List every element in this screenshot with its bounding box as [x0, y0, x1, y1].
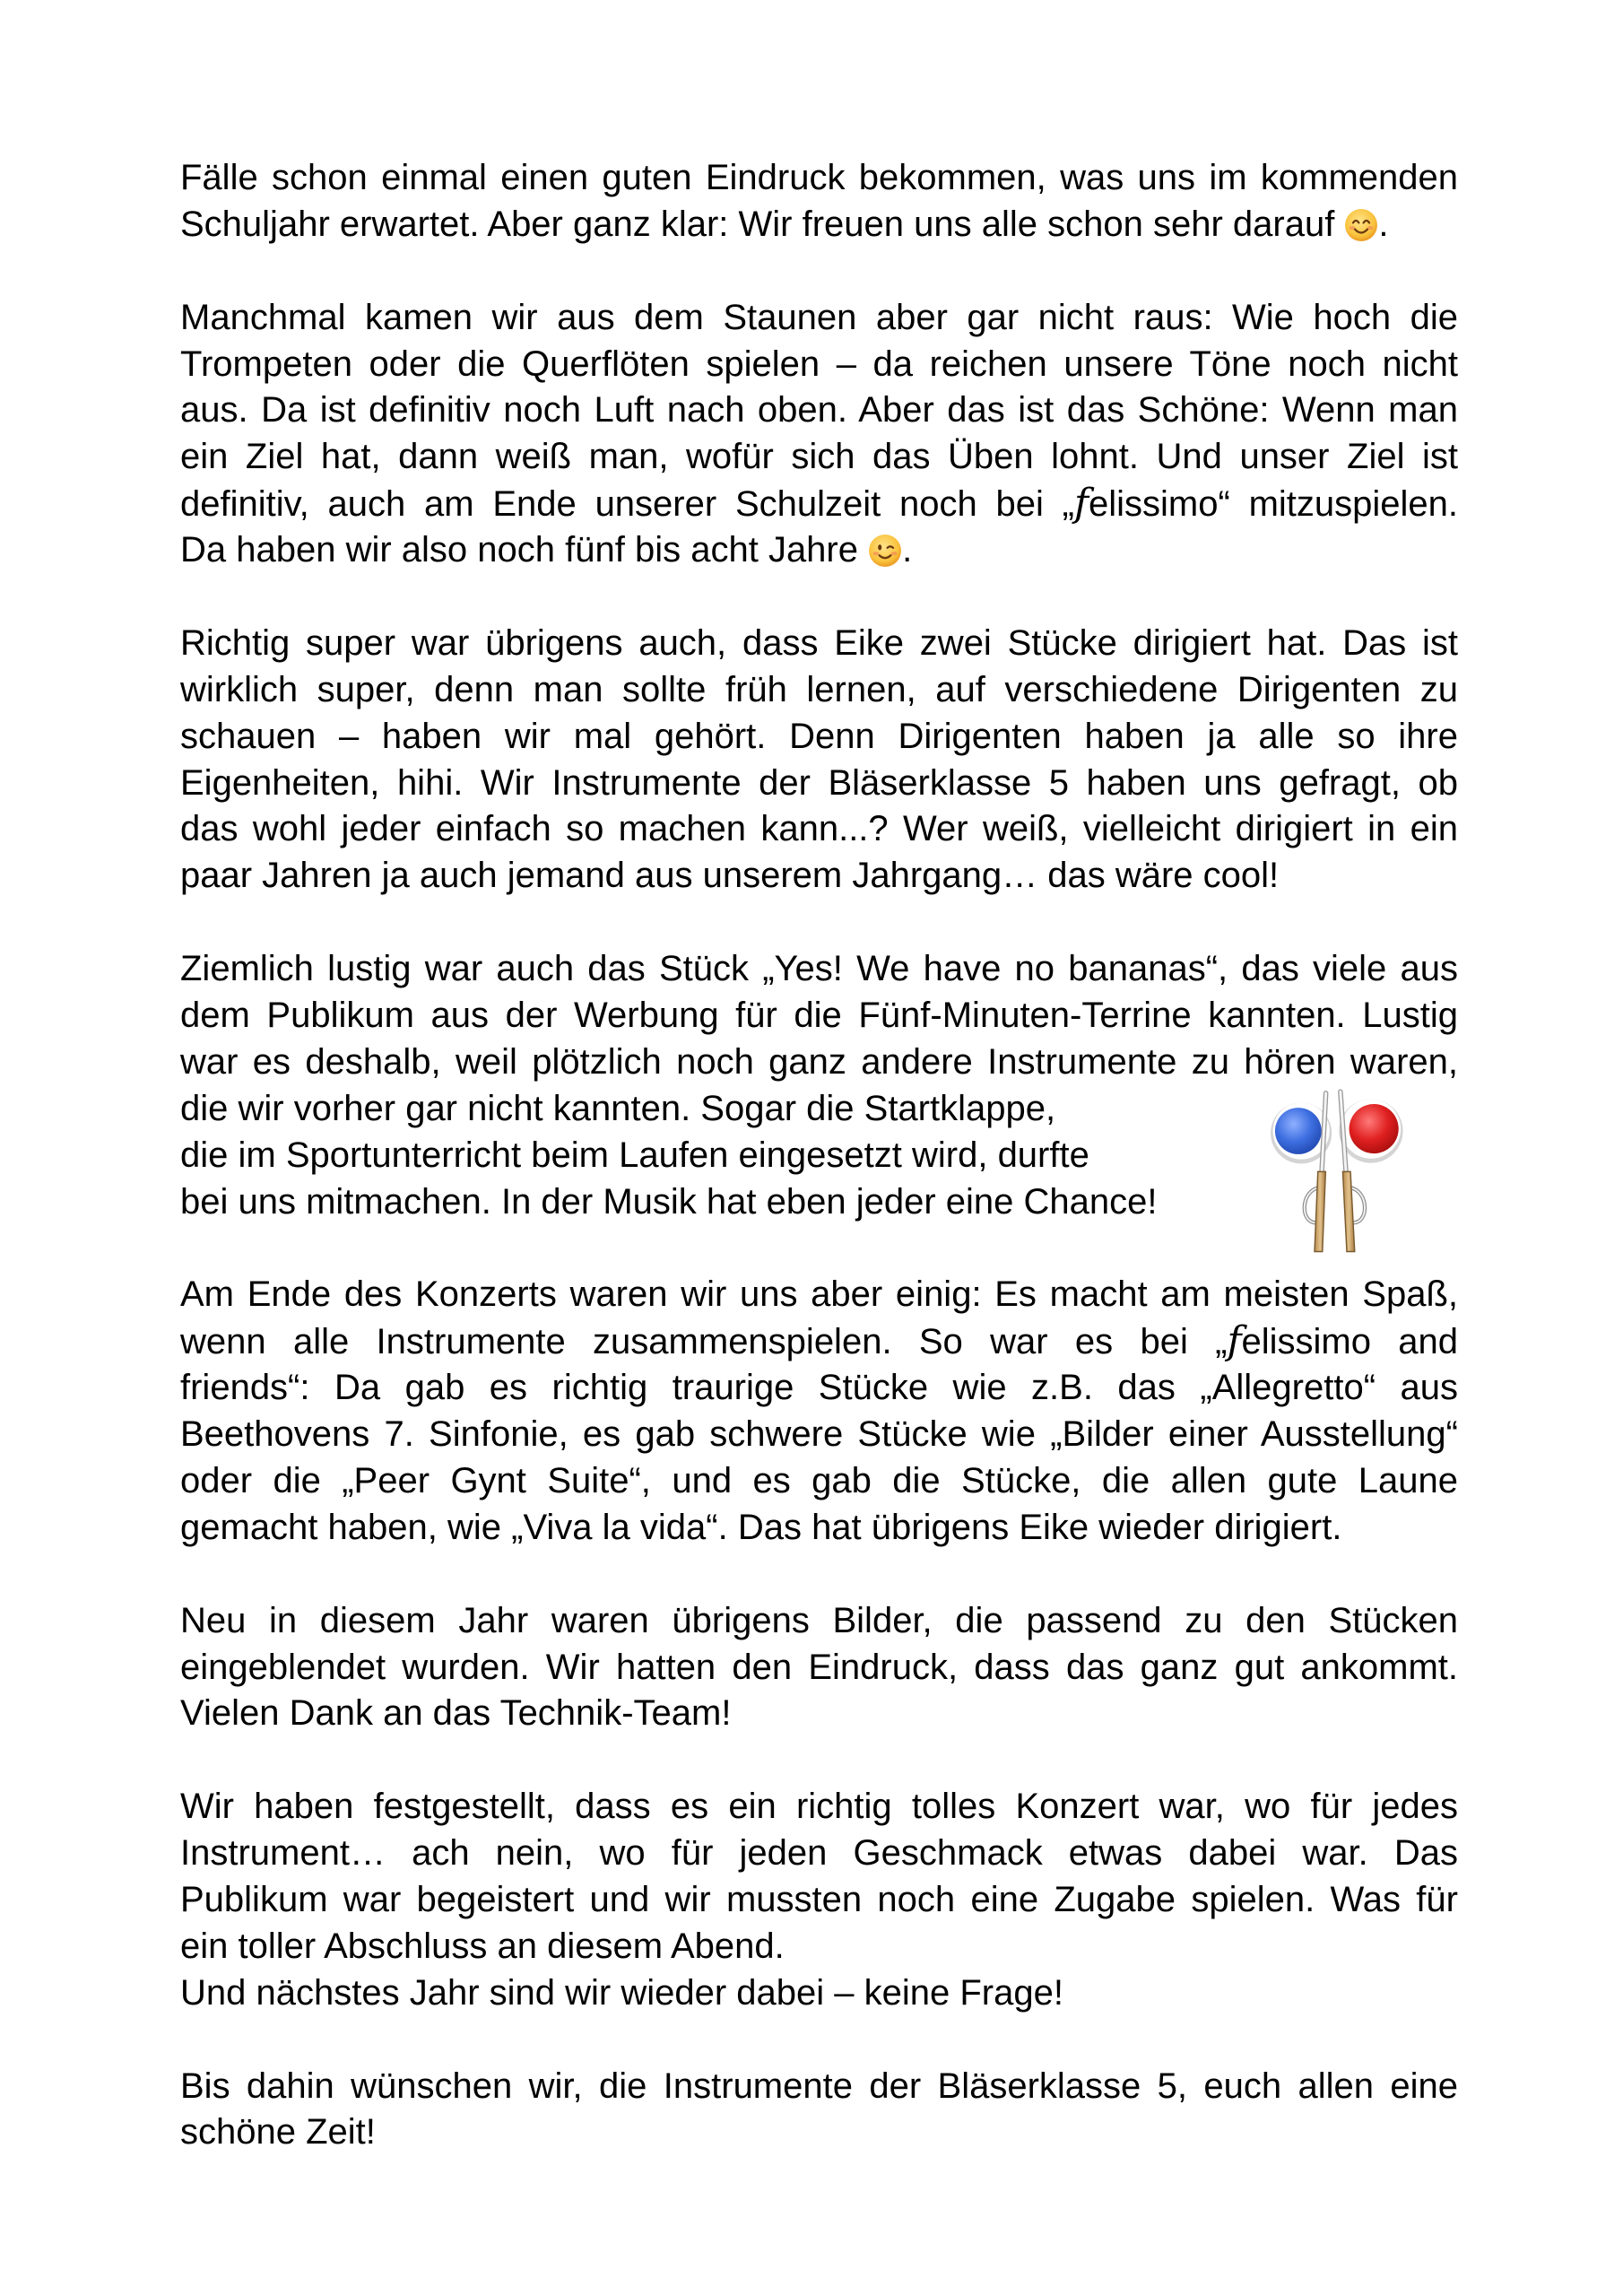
text-run: Schuljahr erwartet. Aber ganz klar: Wir freuen uns alle schon sehr darauf	[180, 204, 1345, 244]
text-line: Am Ende des Konzerts waren wir uns aber einig: Es macht am meisten Spaß,	[180, 1274, 1458, 1315]
text-line: Ziemlich lustig war auch das Stück „Yes! We have no bananas“, das viele aus	[180, 949, 1458, 989]
paragraph	[180, 1784, 1458, 2016]
text-line: ein toller Abschluss an diesem Abend.	[180, 1926, 785, 1966]
paragraph	[180, 295, 1458, 574]
text-line: Eigenheiten, hihi. Wir Instrumente der Bläserklasse 5 haben uns gefragt, ob	[180, 762, 1458, 803]
felissimo-styled-letter: f	[1227, 1318, 1242, 1364]
text-line: das wohl jeder einfach so machen kann...? Wer weiß, vielleicht dirigiert in ein	[180, 809, 1458, 849]
paragraph	[180, 1598, 1458, 1738]
text-line: Trompeten oder die Querflöten spielen – da reichen unsere Töne noch nicht	[180, 344, 1458, 384]
text-line: Und nächstes Jahr sind wir wieder dabei – keine Frage!	[180, 1972, 1063, 2013]
felissimo-styled-letter: f	[1074, 481, 1089, 526]
text-line: die wir vorher gar nicht kannten. Sogar die Startklappe,	[180, 1088, 1056, 1128]
paragraph	[180, 155, 1458, 248]
text-line	[180, 481, 1458, 527]
text-run: .	[902, 530, 913, 570]
text-line: aus. Da ist definitiv noch Luft nach oben. Aber das ist das Schöne: Wenn man	[180, 390, 1458, 430]
text-line	[180, 202, 1458, 248]
text-run: wenn alle Instrumente zusammenspielen. So war es bei „	[180, 1322, 1228, 1362]
text-run: elissimo“ mitzuspielen.	[1089, 484, 1459, 525]
text-line: Instrument… ach nein, wo für jeden Geschmack etwas dabei war. Das	[180, 1833, 1458, 1874]
paragraph	[180, 621, 1458, 900]
text-line: Bis dahin wünschen wir, die Instrumente der Bläserklasse 5, euch allen eine	[180, 2066, 1458, 2106]
text-run: .	[1378, 204, 1389, 244]
text-line: wirklich super, denn man sollte früh lernen, auf verschiedene Dirigenten zu	[180, 669, 1458, 709]
starting-paddles-icon	[1266, 1089, 1406, 1257]
text-line: eingeblendet wurden. Wir hatten den Eindruck, dass das ganz gut ankommt.	[180, 1647, 1458, 1687]
text-line: Vielen Dank an das Technik-Team!	[180, 1693, 732, 1734]
text-line: bei uns mitmachen. In der Musik hat eben jeder eine Chance!	[180, 1181, 1158, 1222]
text-run: Da haben wir also noch fünf bis acht Jahre	[180, 530, 869, 570]
text-line	[180, 527, 1458, 574]
text-line: die im Sportunterricht beim Laufen eingesetzt wird, durfte	[180, 1135, 1089, 1175]
text-line: schöne Zeit!	[180, 2112, 376, 2152]
text-line: schauen – haben wir mal gehört. Denn Dirigenten haben ja alle so ihre	[180, 716, 1458, 756]
text-line: Wir haben festgestellt, dass es ein richtig tolles Konzert war, wo für jedes	[180, 1787, 1458, 1827]
text-line: gemacht haben, wie „Viva la vida“. Das hat übrigens Eike wieder dirigiert.	[180, 1507, 1342, 1547]
text-line: Richtig super war übrigens auch, dass Eike zwei Stücke dirigiert hat. Das ist	[180, 622, 1458, 663]
text-line: dem Publikum aus der Werbung für die Fünf-Minuten-Terrine kannten. Lustig	[180, 996, 1458, 1036]
text-line: Manchmal kamen wir aus dem Staunen aber gar nicht raus: Wie hoch die	[180, 297, 1458, 337]
text-line: Beethovens 7. Sinfonie, es gab schwere Stücke wie „Bilder einer Ausstellung“	[180, 1414, 1458, 1455]
text-line: Fälle schon einmal einen guten Eindruck bekommen, was uns im kommenden	[180, 158, 1458, 197]
text-line: friends“: Da gab es richtig traurige Stücke wie z.B. das „Allegretto“ aus	[180, 1368, 1458, 1408]
text-line: Publikum war begeistert und wir mussten noch eine Zugabe spielen. Was für	[180, 1879, 1458, 1919]
text-line	[180, 1318, 1458, 1365]
paragraph	[180, 2064, 1458, 2157]
text-line: paar Jahren ja auch jemand aus unserem Jahrgang… das wäre cool!	[180, 856, 1280, 896]
text-line: ein Ziel hat, dann weiß man, wofür sich das Üben lohnt. Und unser Ziel ist	[180, 437, 1458, 477]
text-run: definitiv, auch am Ende unserer Schulzeit noch bei „	[180, 484, 1075, 525]
text-run: elissimo and	[1241, 1322, 1458, 1362]
text-line: Neu in diesem Jahr waren übrigens Bilder, die passend zu den Stücken	[180, 1600, 1458, 1640]
text-line: war es deshalb, weil plötzlich noch ganz andere Instrumente zu hören waren,	[180, 1041, 1458, 1082]
winking-face-icon	[868, 534, 902, 568]
paragraph	[180, 1272, 1458, 1551]
smiling-face-icon	[1344, 208, 1378, 242]
text-line: oder die „Peer Gynt Suite“, und es gab die Stücke, die allen gute Laune	[180, 1460, 1458, 1500]
